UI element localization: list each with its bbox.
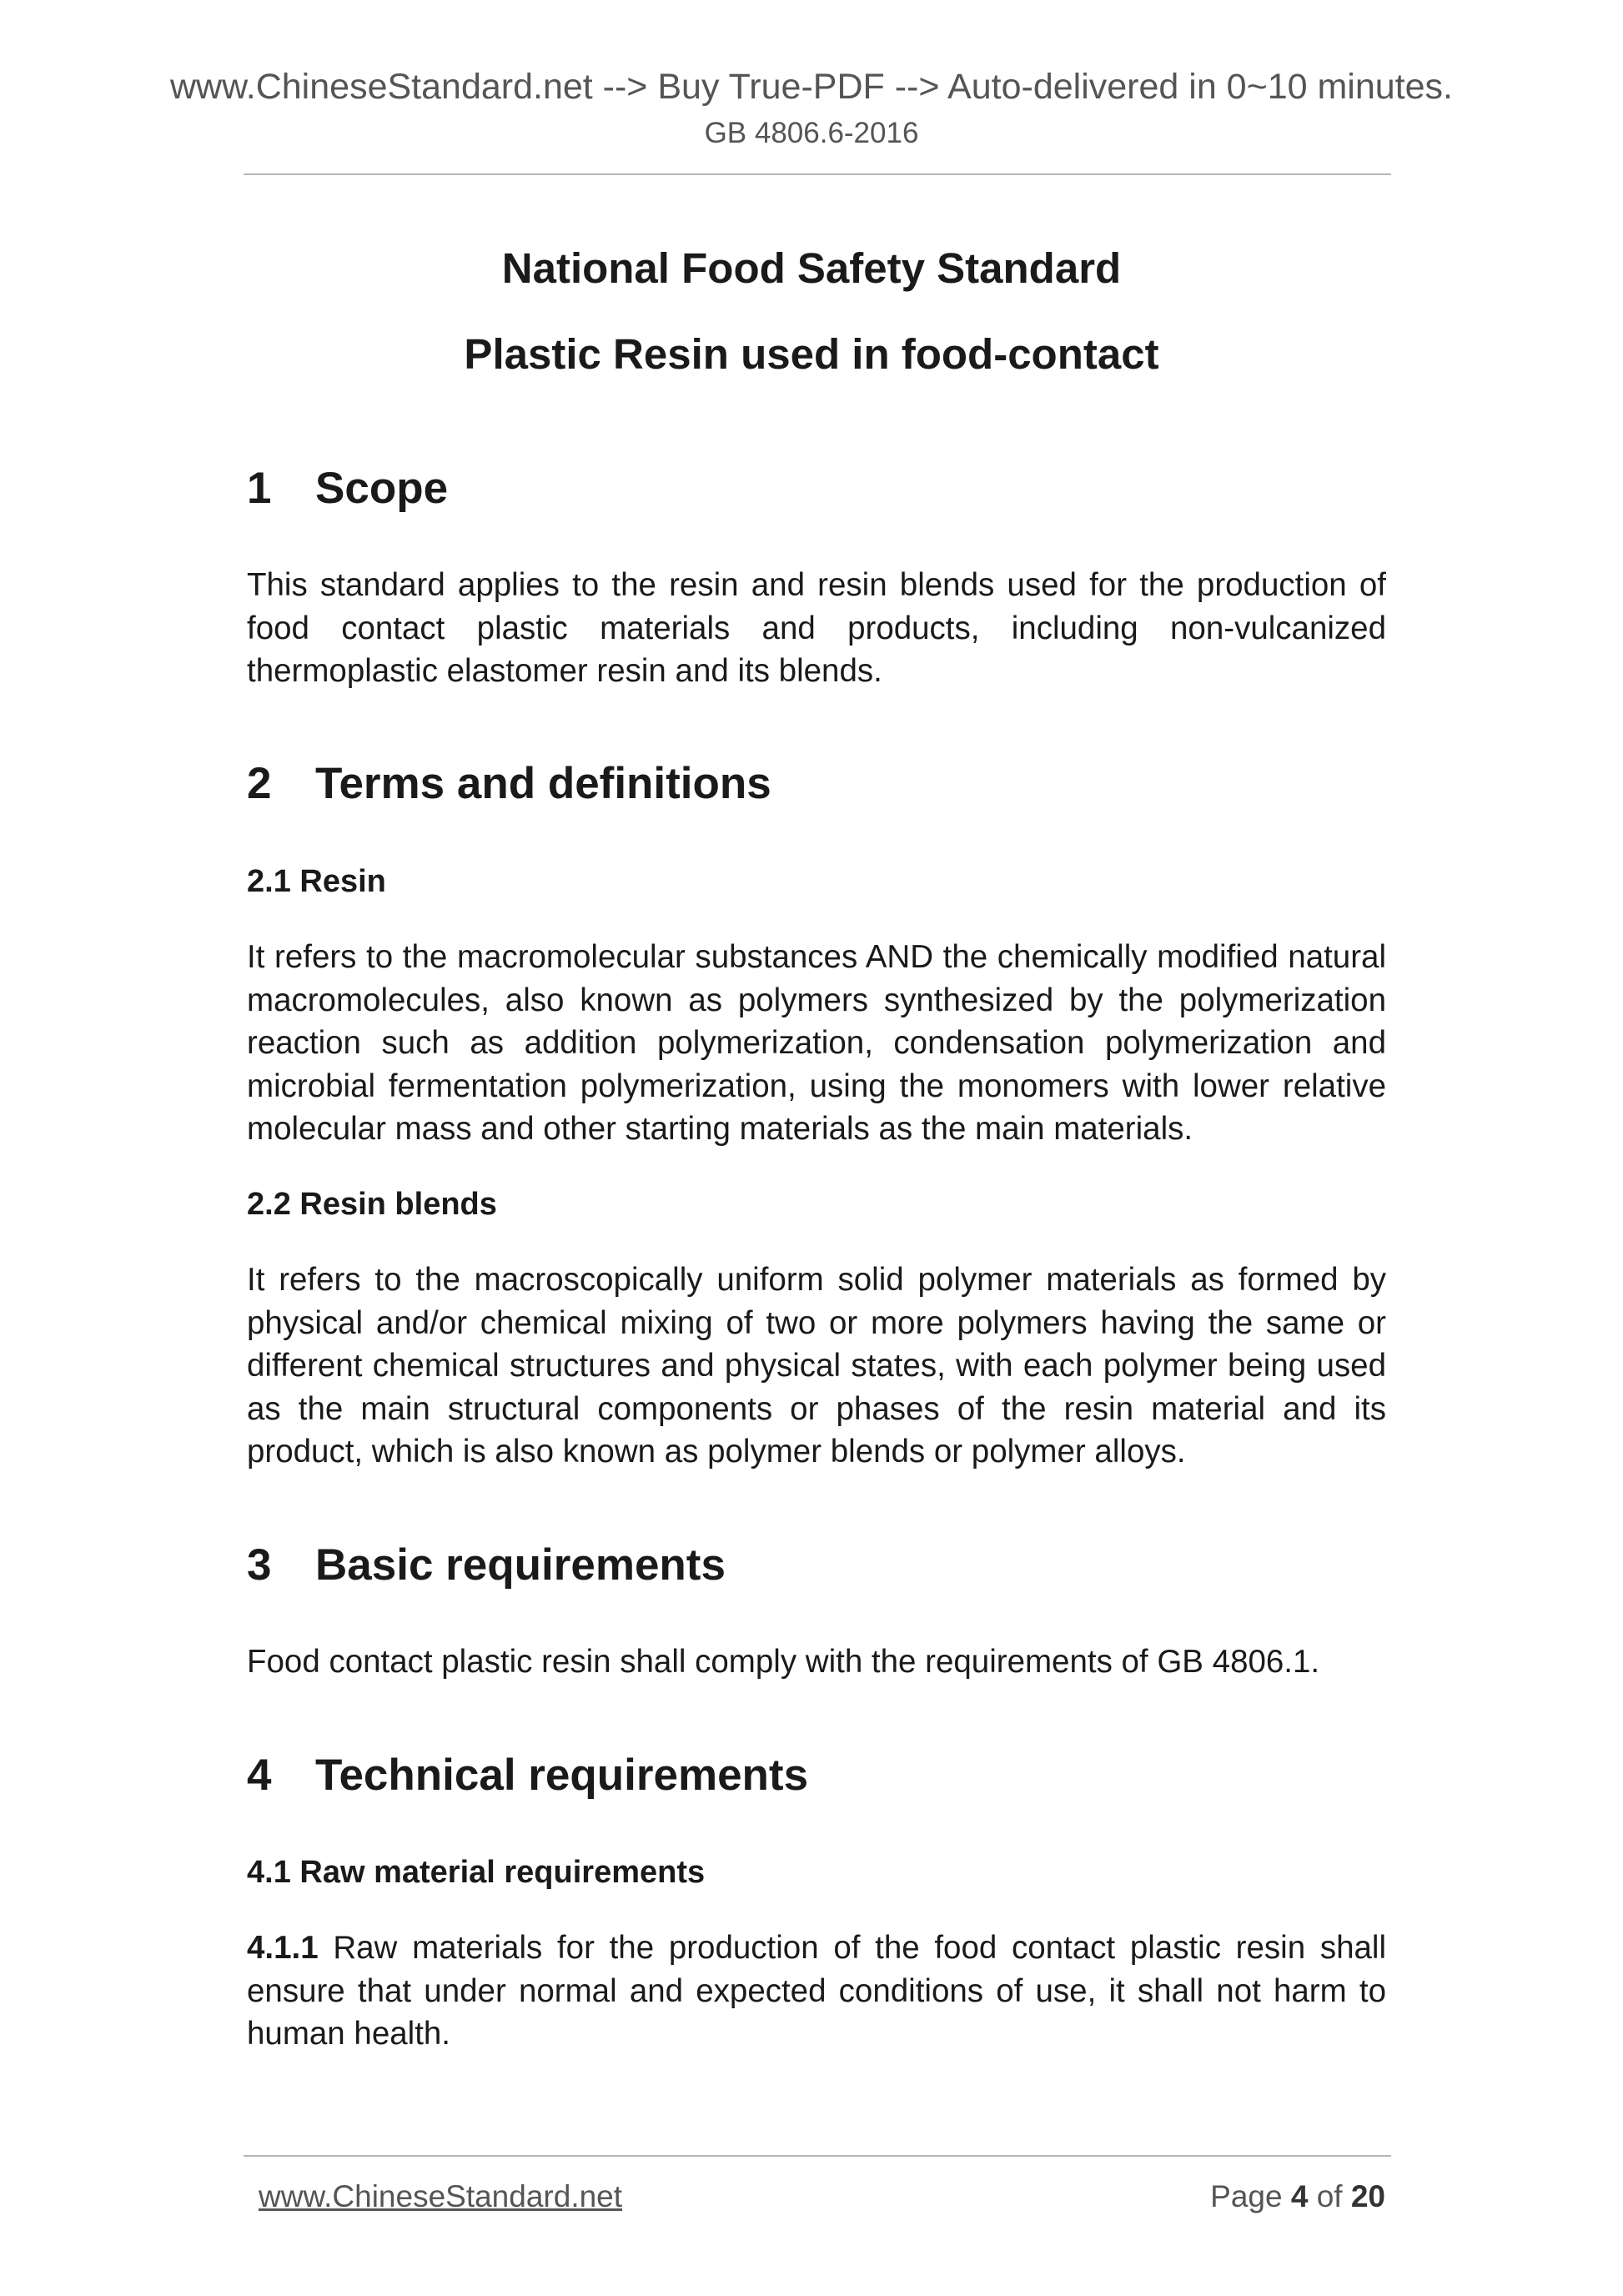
section-3-text: Food contact plastic resin shall comply with the requirements of GB 4806.1. <box>247 1644 1320 1680</box>
section-4-title: Technical requirements <box>315 1751 809 1800</box>
section-3-heading <box>247 1537 726 1594</box>
section-4-heading <box>247 1747 808 1804</box>
header-divider <box>244 173 1391 175</box>
section-2-heading <box>247 756 771 812</box>
section-2-title: Terms and definitions <box>315 759 771 808</box>
section-1-title: Scope <box>315 464 449 513</box>
section-1-text: This standard applies to the resin and resin blends used for the production of food contact plastic materials and products, including non-vulcanized thermoplastic elastomer resin and its blends. <box>247 567 1386 689</box>
clause-4-1-1 <box>247 1927 1386 2056</box>
section-3-title: Basic requirements <box>315 1540 726 1590</box>
document-title-line2: Plastic Resin used in food-contact <box>464 330 1159 378</box>
clause-4-1-1-text: Raw materials for the production of the food contact plastic resin shall ensure that under normal and expected conditions of use, it shall not harm to human health. <box>247 1930 1386 2052</box>
footer-page-of: of <box>1308 2179 1351 2213</box>
section-4-number: 4 <box>247 1751 272 1800</box>
header-banner: www.ChineseStandard.net --> Buy True-PDF --> Auto-delivered in 0~10 minutes. <box>169 67 1453 107</box>
footer-website-link[interactable]: www.ChineseStandard.net <box>259 2179 623 2213</box>
subsection-2-1-text: It refers to the macromolecular substances AND the chemically modified natural macromolecules, also known as polymers synthesized by the polymerization reaction such as addition polymerization, condensation polymerization and microbial fermentation polymerization, using the monomers with lower relative molecular mass and other starting materials as the main materials. <box>247 939 1386 1147</box>
section-1-number: 1 <box>247 464 272 513</box>
subsection-2-2-heading: 2.2 Resin blends <box>247 1187 497 1222</box>
footer-page-prefix: Page <box>1210 2179 1291 2213</box>
footer-page-indicator <box>1210 2177 1385 2217</box>
subsection-4-1-heading: 4.1 Raw material requirements <box>247 1855 706 1890</box>
clause-4-1-1-number: 4.1.1 <box>247 1930 319 1966</box>
footer-page-current: 4 <box>1290 2179 1309 2213</box>
subsection-2-1-heading: 2.1 Resin <box>247 864 386 899</box>
section-1-heading <box>247 460 448 517</box>
section-3-number: 3 <box>247 1540 272 1590</box>
section-2-number: 2 <box>247 759 272 808</box>
footer-divider <box>244 2155 1391 2157</box>
subsection-2-2-text: It refers to the macroscopically uniform solid polymer materials as formed by physical and/or chemical mixing of two or more polymers having the same or different chemical structures and physical states, with each polymer being used as the main structural components or phases of the resin material and its product, which is also known as polymer blends or polymer alloys. <box>247 1262 1386 1470</box>
header-doc-code: GB 4806.6-2016 <box>704 117 919 149</box>
document-title-line1: National Food Safety Standard <box>501 244 1122 292</box>
footer-page-total: 20 <box>1350 2179 1385 2213</box>
